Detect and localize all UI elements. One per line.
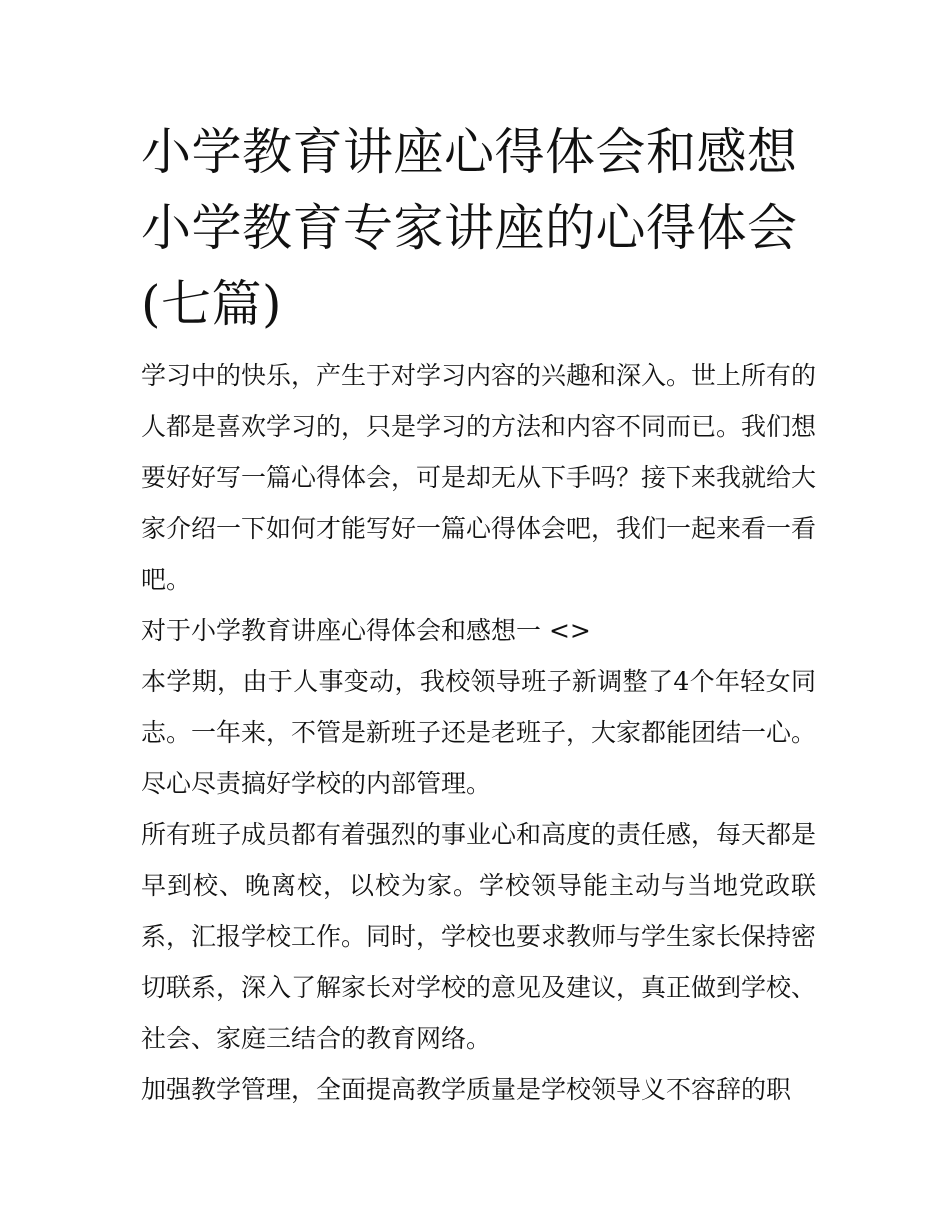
- document-title: 小学教育讲座心得体会和感想小学教育专家讲座的心得体会(七篇): [141, 123, 798, 333]
- document-page: [141, 114, 816, 1115]
- section-heading: 对于小学教育讲座心得体会和感想一 <>: [141, 616, 591, 645]
- document-body: [141, 350, 816, 1115]
- paragraph: 本学期，由于人事变动，我校领导班子新调整了4个年轻女同志。一年来，不管是新班子还是老班子，大家都能团结一心。尽心尽责搞好学校的内部管理。: [141, 667, 817, 798]
- paragraph: 学习中的快乐，产生于对学习内容的兴趣和深入。世上所有的人都是喜欢学习的，只是学习的方法和内容不同而已。我们想要好好写一篇心得体会，可是却无从下手吗？接下来我就给大家介绍一下如何才能写好一篇心得体会吧，我们一起来看一看吧。: [141, 361, 817, 594]
- paragraph: 加强教学管理，全面提高教学质量是学校领导义不容辞的职: [141, 1075, 792, 1104]
- paragraph: 所有班子成员都有着强烈的事业心和高度的责任感，每天都是早到校、晚离校，以校为家。学校领导能主动与当地党政联系，汇报学校工作。同时，学校也要求教师与学生家长保持密切联系，深入了解家长对学校的意见及建议，真正做到学校、社会、家庭三结合的教育网络。: [141, 820, 817, 1053]
